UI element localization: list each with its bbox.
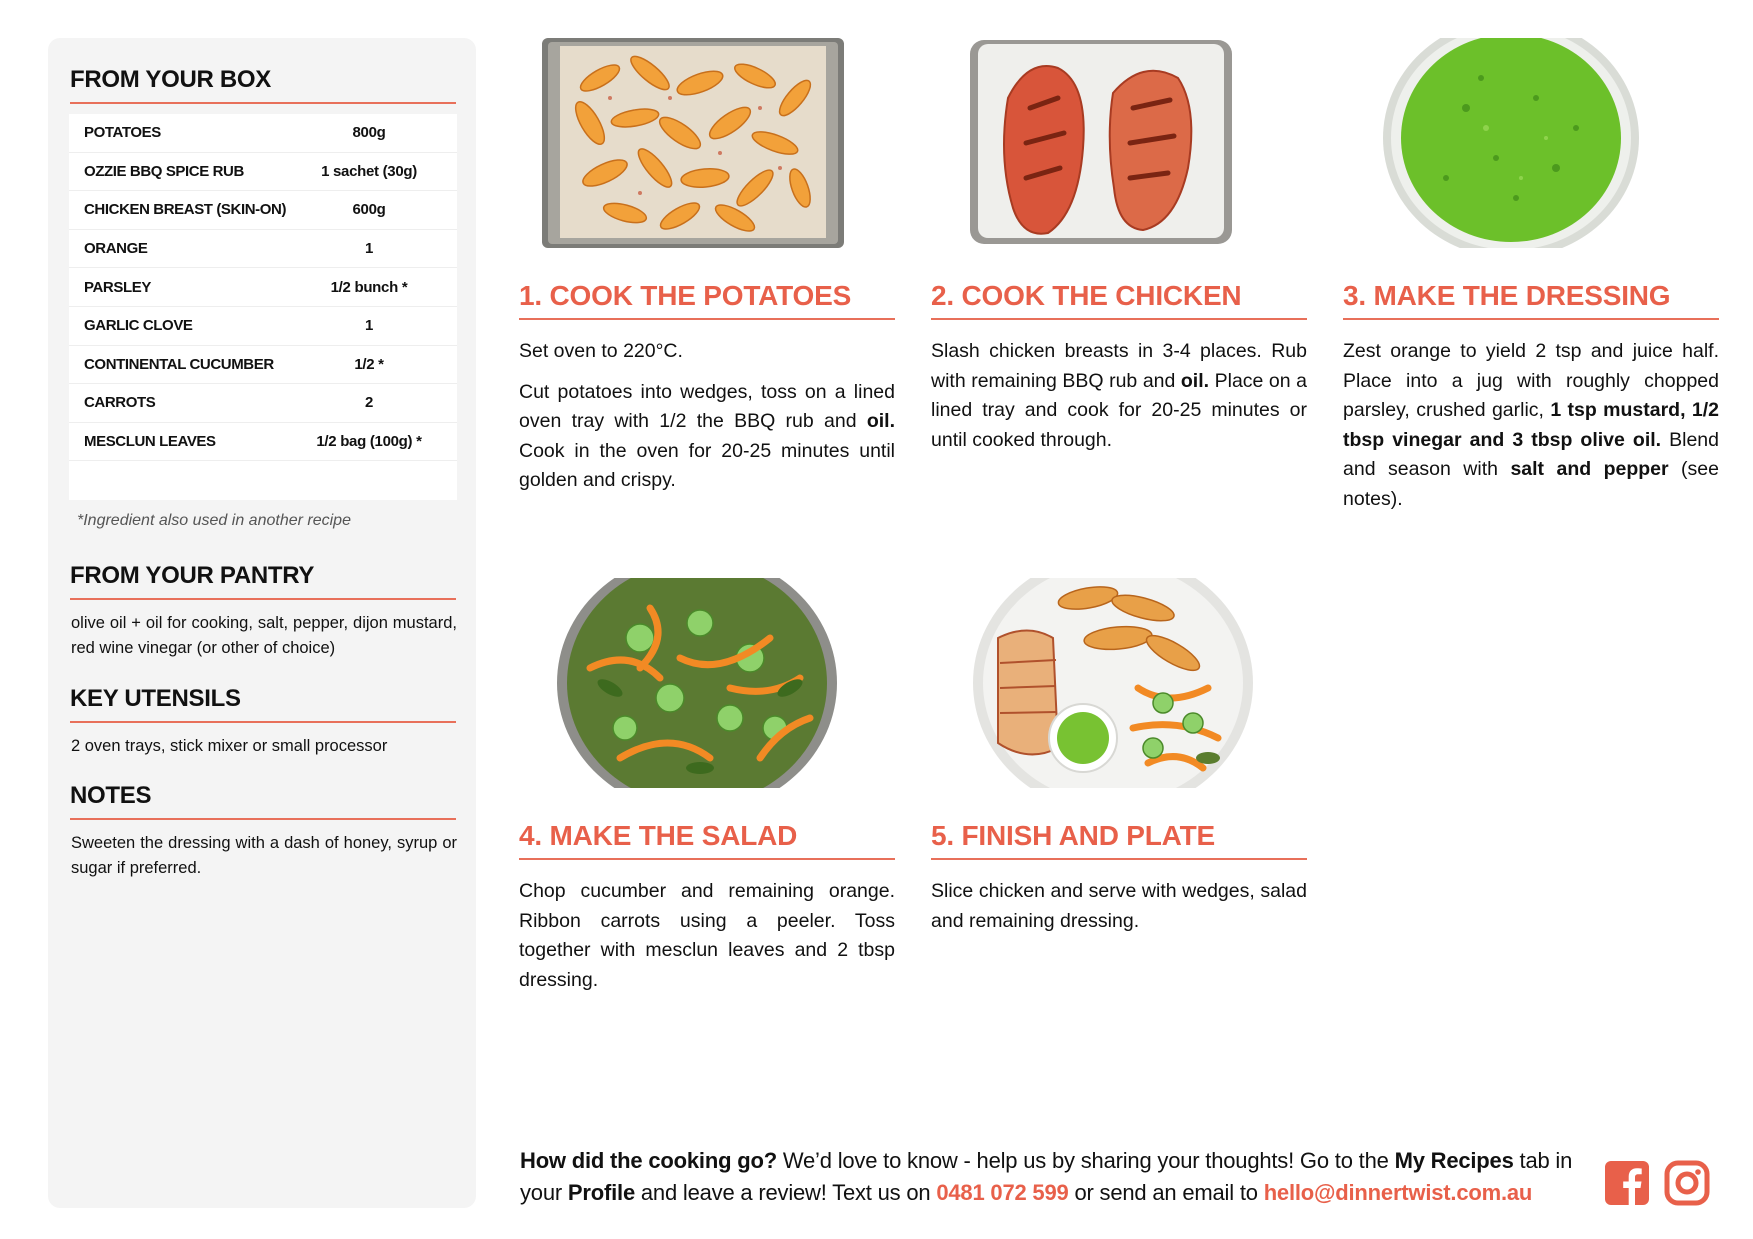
step-1-p1: Set oven to 220°C. [519,340,683,362]
ingredient-row [69,268,457,307]
step-3-text [1343,337,1719,514]
step-3-p1-a: Zest orange to yield 2 tsp and juice half. Place into a jug with roughly chopped parsley, crushed garlic, [1343,340,1719,421]
ingredient-qty: 600g [352,201,386,219]
instagram-icon[interactable] [1664,1160,1710,1206]
pantry-text: olive oil + oil for cooking, salt, pepper, dijon mustard, red wine vinegar (or other of choice) [71,614,457,657]
footer-lead: How did the cooking go? [520,1148,777,1173]
phone-link[interactable]: 0481 072 599 [936,1180,1069,1205]
step-2-p1-c: Place on a lined tray and cook for 20-25 minutes or until cooked through. [931,369,1307,451]
facebook-icon[interactable] [1604,1160,1650,1206]
ingredient-row [69,191,457,230]
ingredient-name: MESCLUN LEAVES [84,433,216,451]
step-2-p1 [931,337,1307,455]
step-3-p1-e: (see notes). [1343,458,1719,510]
step-5-title: 5. FINISH AND PLATE [931,820,1307,860]
email-link[interactable]: hello@dinnertwist.com.au [1263,1180,1533,1205]
dressing-bowl-photo [1346,38,1676,248]
ingredient-qty: 1 sachet (30g) [321,162,417,180]
ingredient-name: ORANGE [84,240,148,258]
step-4-text [519,877,895,995]
step-3-p1-c: Blend and season with [1343,428,1719,480]
notes-heading: NOTES [70,782,456,820]
ingredient-qty: 1/2 * [354,355,384,373]
step-2-p1-a: Slash chicken breasts in 3-4 places. Rub with remaining BBQ rub and [931,340,1307,392]
key-utensils-heading: KEY UTENSILS [70,685,456,723]
ingredient-note: *Ingredient also used in another recipe [77,512,351,529]
step-1-p2-bold: oil. [866,410,895,432]
ingredient-name: OZZIE BBQ SPICE RUB [84,162,244,180]
potatoes-tray-photo [530,38,860,248]
ingredient-row [69,423,457,462]
step-1-p2-c: Cook in the oven for 20-25 minutes until golden and crispy. [519,439,895,491]
ingredient-name: POTATOES [84,124,161,142]
step-3-title: 3. MAKE THE DRESSING [1343,280,1719,320]
ingredient-row [69,114,457,153]
ingredient-name: CONTINENTAL CUCUMBER [84,355,274,373]
footer-text-3: and leave a review! Text us on [634,1180,937,1205]
ingredient-qty: 1 [364,317,374,335]
ingredient-row [69,384,457,423]
ingredient-qty: 1/2 bag (100g) * [316,433,422,451]
ingredient-name: CHICKEN BREAST (SKIN-ON) [84,201,287,219]
step-4-title: 4. MAKE THE SALAD [519,820,895,860]
step-2-p1-bold: oil. [1180,369,1210,392]
utensils-text: 2 oven trays, stick mixer or small processor [71,737,388,755]
ingredients-table [69,114,457,500]
profile-label: Profile [567,1180,635,1205]
notes-text: Sweeten the dressing with a dash of honey, syrup or sugar if preferred. [71,834,457,877]
ingredient-qty: 1/2 bunch * [330,278,408,296]
step-1-p2-a: Cut potatoes into wedges, toss on a lined oven tray with 1/2 the BBQ rub and [519,380,895,432]
step-3-p1-bold-2: salt and pepper [1510,458,1669,480]
footer-text-1: We’d love to know - help us by sharing your thoughts! Go to the [776,1148,1395,1173]
chicken-tray-photo [938,38,1268,248]
ingredient-row [69,230,457,269]
ingredients-sidebar [48,38,476,1208]
ingredient-qty: 800g [352,124,386,142]
step-5-p1: Slice chicken and serve with wedges, salad and remaining dressing. [931,880,1307,932]
ingredient-name: GARLIC CLOVE [84,317,193,335]
ingredient-qty: 2 [364,394,374,412]
ingredient-row [69,153,457,192]
step-1-text [519,337,895,496]
footer-text-2: tab in your [520,1148,1573,1205]
ingredient-name: CARROTS [84,394,156,412]
step-4-p1: Chop cucumber and remaining orange. Ribbon carrots using a peeler. Toss together with mesclun leaves and 2 tbsp dressing. [519,880,895,991]
step-3-p1 [1343,337,1719,514]
step-1-p2 [519,378,895,496]
step-1-title: 1. COOK THE POTATOES [519,280,895,320]
salad-bowl-photo [530,578,860,788]
step-5-text [931,877,1307,936]
from-your-pantry-heading: FROM YOUR PANTRY [70,562,456,600]
ingredient-row [69,346,457,385]
ingredient-row [69,307,457,346]
ingredient-name: PARSLEY [84,278,151,296]
my-recipes-label: My Recipes [1394,1148,1514,1173]
from-your-box-heading: FROM YOUR BOX [70,66,456,104]
footer-text-4: or send an email to [1068,1180,1264,1205]
feedback-footer [520,1145,1580,1209]
step-3-p1-bold: 1 tsp mustard, 1/2 tbsp vinegar and 3 tbsp olive oil. [1343,399,1719,451]
plated-dish-photo [938,578,1268,788]
step-2-text [931,337,1307,455]
step-2-title: 2. COOK THE CHICKEN [931,280,1307,320]
ingredient-qty: 1 [364,240,374,258]
